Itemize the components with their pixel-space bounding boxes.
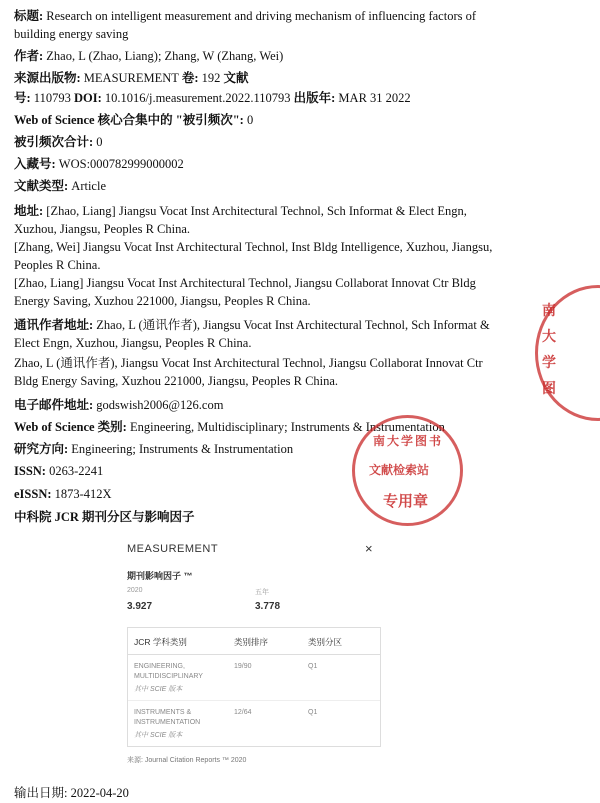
address-line: [Zhao, Liang] Jiangsu Vocat Inst Architectural Technol, Sch Informat & Elect Engn, — [46, 204, 467, 218]
quartile: Q1 — [308, 663, 318, 670]
edition: 其中 SCIE 版本 — [134, 732, 183, 739]
jcr-journal-name: MEASUREMENT — [127, 543, 219, 555]
address-line: [Zhao, Liang] Jiangsu Vocat Inst Architectural Technol, Jiangsu Collaborat Innovat Ctr Bldg — [14, 276, 476, 290]
issn-label: ISSN: — [14, 464, 46, 478]
address-line: Energy Saving, Xuzhou 221000, Jiangsu, Peoples R China. — [14, 294, 311, 308]
seal-middle-text: 文献检索站 — [369, 463, 430, 477]
doi-label: DOI: — [73, 91, 102, 105]
total-cites-value: 0 — [96, 135, 103, 149]
authors-value: Zhao, L (Zhao, Liang); Zhang, W (Zhang, Wei) — [46, 49, 284, 63]
close-icon[interactable]: × — [365, 541, 373, 556]
pubyear-value: MAR 31 2022 — [338, 91, 411, 105]
wos-category-label: Web of Science 类别: — [14, 420, 127, 434]
accession-value: WOS:000782999000002 — [58, 157, 184, 171]
wos-category-value: Engineering, Multidisciplinary; Instruments & Instrumentation — [129, 420, 445, 434]
article-label-2: 号: — [14, 91, 31, 105]
col-category: JCR 学科类别 — [134, 637, 187, 647]
title-line-1 — [14, 6, 476, 26]
volume-value: 192 — [201, 71, 221, 85]
doctype-label: 文献类型: — [14, 179, 69, 193]
corr-row-1 — [14, 315, 490, 335]
col-quartile: 类别分区 — [308, 637, 343, 647]
total-cites-label: 被引频次合计: — [14, 135, 94, 149]
authors-label: 作者: — [14, 49, 44, 63]
library-seal-stamp — [352, 415, 463, 526]
email-row — [14, 395, 223, 415]
corr-line: Zhao, L (通讯作者), Jiangsu Vocat Inst Architectural Technol, Sch Informat & — [96, 318, 490, 332]
seal-bottom-text: 专用章 — [383, 492, 429, 510]
doctype-row — [14, 176, 106, 196]
email-label: 电子邮件地址: — [14, 398, 94, 412]
table-row — [128, 655, 380, 701]
wos-cites-label: Web of Science 核心合集中的 "被引频次": — [14, 113, 244, 127]
title-label: 标题: — [14, 9, 44, 23]
jcr-card — [115, 535, 390, 775]
jcr-table — [127, 627, 381, 747]
if-five-year-value: 3.778 — [255, 601, 281, 612]
title-line-2: building energy saving — [14, 27, 129, 41]
if-five-year-label: 五年 — [255, 589, 269, 596]
article-label-1: 文献 — [223, 71, 249, 85]
volume-label: 卷: — [181, 71, 199, 85]
category-line-2: MULTIDISCIPLINARY — [134, 673, 203, 680]
address-line: Peoples R China. — [14, 258, 101, 272]
address-label: 地址: — [14, 204, 44, 218]
seal-top-text: 南大学图书 — [373, 434, 444, 448]
pubyear-label: 出版年: — [293, 91, 336, 105]
category-line-1: ENGINEERING, — [134, 663, 185, 670]
eissn-label: eISSN: — [14, 487, 52, 501]
wos-cites-value: 0 — [246, 113, 254, 127]
issn-row — [14, 461, 103, 481]
research-label: 研究方向: — [14, 442, 69, 456]
eissn-value: 1873-412X — [54, 487, 112, 501]
email-value: godswish2006@126.com — [96, 398, 224, 412]
title-value: Research on intelligent measurement and driving mechanism of influencing factors of — [46, 9, 477, 23]
side-seal-text: 南大学图 — [542, 303, 556, 397]
accession-row — [14, 154, 184, 174]
rank: 19/90 — [234, 663, 252, 670]
jcr-table-header — [128, 628, 380, 655]
side-seal-stamp — [535, 285, 600, 421]
total-cites-row — [14, 132, 103, 152]
doctype-value: Article — [71, 179, 107, 193]
address-line: [Zhang, Wei] Jiangsu Vocat Inst Architectural Technol, Inst Bldg Intelligence, Xuzhou, Jiangsu, — [14, 240, 493, 254]
corr-line: Bldg Energy Saving, Xuzhou 221000, Jiangsu, Peoples R China. — [14, 374, 339, 388]
table-row — [128, 701, 380, 746]
research-row — [14, 439, 293, 459]
doi-row — [14, 88, 411, 108]
if-year-value: 3.927 — [127, 601, 153, 612]
authors-row — [14, 46, 283, 66]
jcr-heading: 中科院 JCR 期刊分区与影响因子 — [14, 510, 195, 524]
rank: 12/64 — [234, 709, 252, 716]
eissn-row — [14, 484, 112, 504]
research-value: Engineering; Instruments & Instrumentation — [71, 442, 294, 456]
source-row — [14, 68, 249, 88]
address-row-1 — [14, 201, 467, 221]
wos-cites-row — [14, 110, 253, 130]
category-line-1: INSTRUMENTS & — [134, 709, 192, 716]
corr-line: Zhao, L (通讯作者), Jiangsu Vocat Inst Architectural Technol, Jiangsu Collaborat Innovat Ctr — [14, 356, 483, 370]
issn-value: 0263-2241 — [49, 464, 104, 478]
article-value: 110793 — [33, 91, 71, 105]
edition: 其中 SCIE 版本 — [134, 686, 183, 693]
quartile: Q1 — [308, 709, 318, 716]
accession-label: 入藏号: — [14, 157, 56, 171]
output-date: 输出日期: 2022-04-20 — [14, 786, 129, 800]
impact-factor-heading: 期刊影响因子 ™ — [127, 571, 193, 581]
jcr-source: 来源: Journal Citation Reports ™ 2020 — [127, 757, 247, 764]
col-rank: 类别排序 — [234, 637, 269, 647]
corr-label: 通讯作者地址: — [14, 318, 94, 332]
source-label: 来源出版物: — [14, 71, 81, 85]
category-line-2: INSTRUMENTATION — [134, 719, 201, 726]
source-value: MEASUREMENT — [83, 71, 179, 85]
if-year-label: 2020 — [127, 587, 143, 594]
corr-line: Elect Engn, Xuzhou, Jiangsu, Peoples R China. — [14, 336, 252, 350]
address-line: Xuzhou, Jiangsu, Peoples R China. — [14, 222, 191, 236]
doi-value: 10.1016/j.measurement.2022.110793 — [104, 91, 291, 105]
